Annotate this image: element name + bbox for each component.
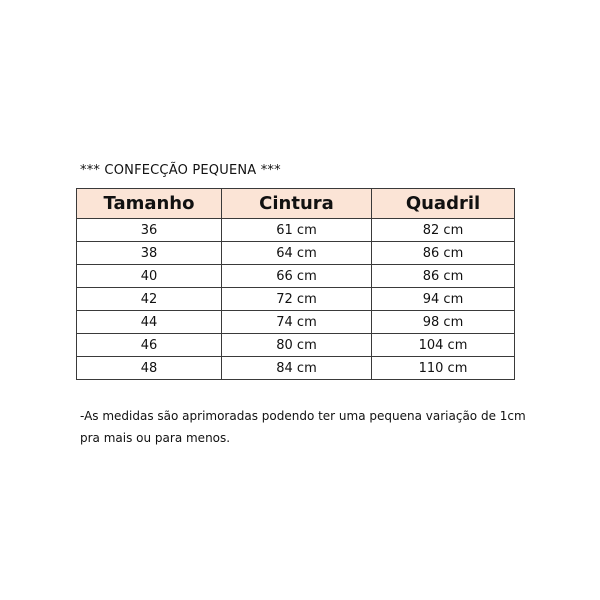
cell-quadril: 98 cm bbox=[372, 311, 515, 334]
cell-cintura: 61 cm bbox=[222, 219, 372, 242]
cell-cintura: 74 cm bbox=[222, 311, 372, 334]
table-row bbox=[77, 288, 515, 311]
table-row bbox=[77, 334, 515, 357]
cell-tamanho: 48 bbox=[77, 357, 222, 380]
page-title: *** CONFECÇÃO PEQUENA *** bbox=[80, 163, 281, 178]
cell-quadril: 104 cm bbox=[372, 334, 515, 357]
cell-cintura: 66 cm bbox=[222, 265, 372, 288]
cell-quadril: 86 cm bbox=[372, 265, 515, 288]
cell-quadril: 110 cm bbox=[372, 357, 515, 380]
table-row bbox=[77, 357, 515, 380]
cell-cintura: 84 cm bbox=[222, 357, 372, 380]
cell-cintura: 80 cm bbox=[222, 334, 372, 357]
header-quadril: Quadril bbox=[372, 189, 515, 219]
table-header-row bbox=[77, 189, 515, 219]
size-table bbox=[76, 188, 515, 380]
cell-cintura: 64 cm bbox=[222, 242, 372, 265]
cell-tamanho: 46 bbox=[77, 334, 222, 357]
table-row bbox=[77, 219, 515, 242]
cell-quadril: 94 cm bbox=[372, 288, 515, 311]
cell-tamanho: 38 bbox=[77, 242, 222, 265]
header-cintura: Cintura bbox=[222, 189, 372, 219]
cell-tamanho: 40 bbox=[77, 265, 222, 288]
header-tamanho: Tamanho bbox=[77, 189, 222, 219]
cell-tamanho: 36 bbox=[77, 219, 222, 242]
table-row bbox=[77, 265, 515, 288]
table-row bbox=[77, 242, 515, 265]
cell-tamanho: 42 bbox=[77, 288, 222, 311]
measurement-note: -As medidas são aprimoradas podendo ter uma pequena variação de 1cm pra mais ou para menos. bbox=[80, 409, 526, 445]
cell-cintura: 72 cm bbox=[222, 288, 372, 311]
cell-tamanho: 44 bbox=[77, 311, 222, 334]
cell-quadril: 86 cm bbox=[372, 242, 515, 265]
table-row bbox=[77, 311, 515, 334]
cell-quadril: 82 cm bbox=[372, 219, 515, 242]
